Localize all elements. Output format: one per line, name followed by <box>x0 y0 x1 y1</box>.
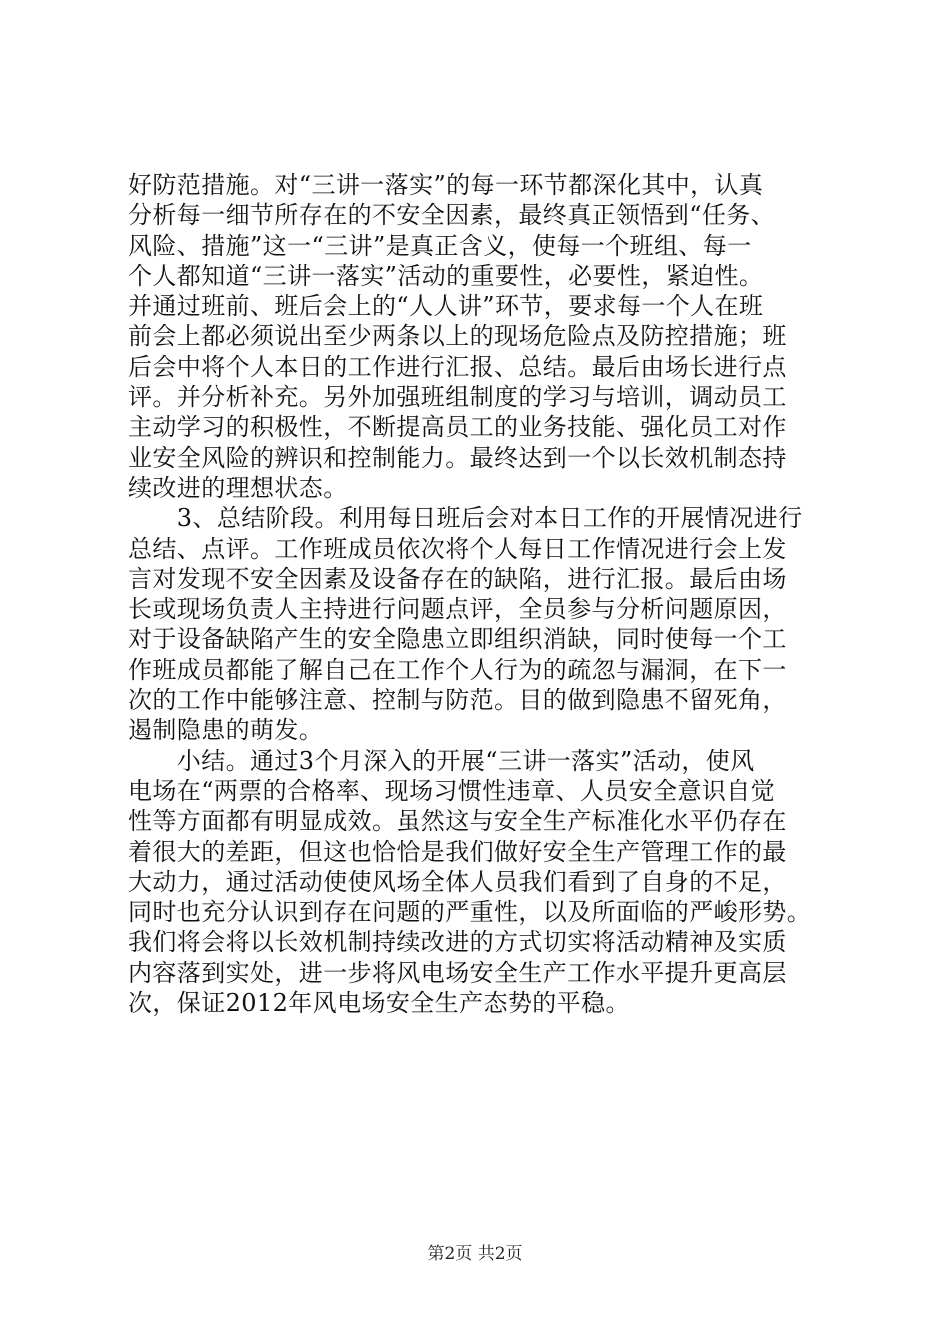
text-line: 长或现场负责人主持进行问题点评，全员参与分析问题原因， <box>128 595 787 624</box>
text-line: 同时也充分认识到存在问题的严重性，以及所面临的严峻形势。 <box>128 898 812 927</box>
text-line: 着很大的差距，但这也恰恰是我们做好安全生产管理工作的最 <box>128 837 787 866</box>
page-footer: 第2页 共2页 <box>427 1244 523 1264</box>
text-line: 遏制隐患的萌发。 <box>128 716 324 745</box>
text-line: 大动力，通过活动使使风场全体人员我们看到了自身的不足， <box>128 867 787 896</box>
text-line: 续改进的理想状态。 <box>128 473 348 502</box>
text-line: 对于设备缺陷产生的安全隐患立即组织消缺，同时使每一个工 <box>128 625 787 654</box>
text-line: 分析每一细节所存在的不安全因素，最终真正领悟到“任务、 <box>128 201 776 230</box>
text-line: 次的工作中能够注意、控制与防范。目的做到隐患不留死角， <box>128 686 787 715</box>
text-line: 电场在“两票的合格率、现场习惯性违章、人员安全意识自觉 <box>128 776 776 805</box>
text-line: 并通过班前、班后会上的“人人讲”环节，要求每一个人在班 <box>128 292 764 321</box>
text-line: 小结。通过3个月深入的开展“三讲一落实”活动，使风 <box>128 746 755 775</box>
text-line: 风险、措施”这一“三讲”是真正含义，使每一个班组、每一 <box>128 231 752 260</box>
body-text <box>128 170 828 1018</box>
text-line: 我们将会将以长效机制持续改进的方式切实将活动精神及实质 <box>128 928 787 957</box>
text-line: 3、总结阶段。利用每日班后会对本日工作的开展情况进行 <box>128 504 803 533</box>
text-line: 次，保证2012年风电场安全生产态势的平稳。 <box>128 989 630 1018</box>
text-line: 好防范措施。对“三讲一落实”的每一环节都深化其中，认真 <box>128 171 764 199</box>
text-line: 后会中将个人本日的工作进行汇报、总结。最后由场长进行点 <box>128 352 787 381</box>
text-line: 作班成员都能了解自己在工作个人行为的疏忽与漏洞，在下一 <box>128 655 787 684</box>
text-line: 评。并分析补充。另外加强班组制度的学习与培训，调动员工 <box>128 383 787 412</box>
text-line: 言对发现不安全因素及设备存在的缺陷，进行汇报。最后由场 <box>128 564 787 593</box>
text-line: 内容落到实处，进一步将风电场安全生产工作水平提升更高层 <box>128 958 787 987</box>
text-line: 总结、点评。工作班成员依次将个人每日工作情况进行会上发 <box>128 534 787 563</box>
text-line: 前会上都必须说出至少两条以上的现场危险点及防控措施；班 <box>128 322 787 351</box>
text-line: 性等方面都有明显成效。虽然这与安全生产标准化水平仍存在 <box>128 807 787 836</box>
text-line: 业安全风险的辨识和控制能力。最终达到一个以长效机制态持 <box>128 443 787 472</box>
text-line: 主动学习的积极性，不断提高员工的业务技能、强化员工对作 <box>128 413 787 442</box>
text-line: 个人都知道“三讲一落实”活动的重要性，必要性，紧迫性。 <box>128 261 764 290</box>
